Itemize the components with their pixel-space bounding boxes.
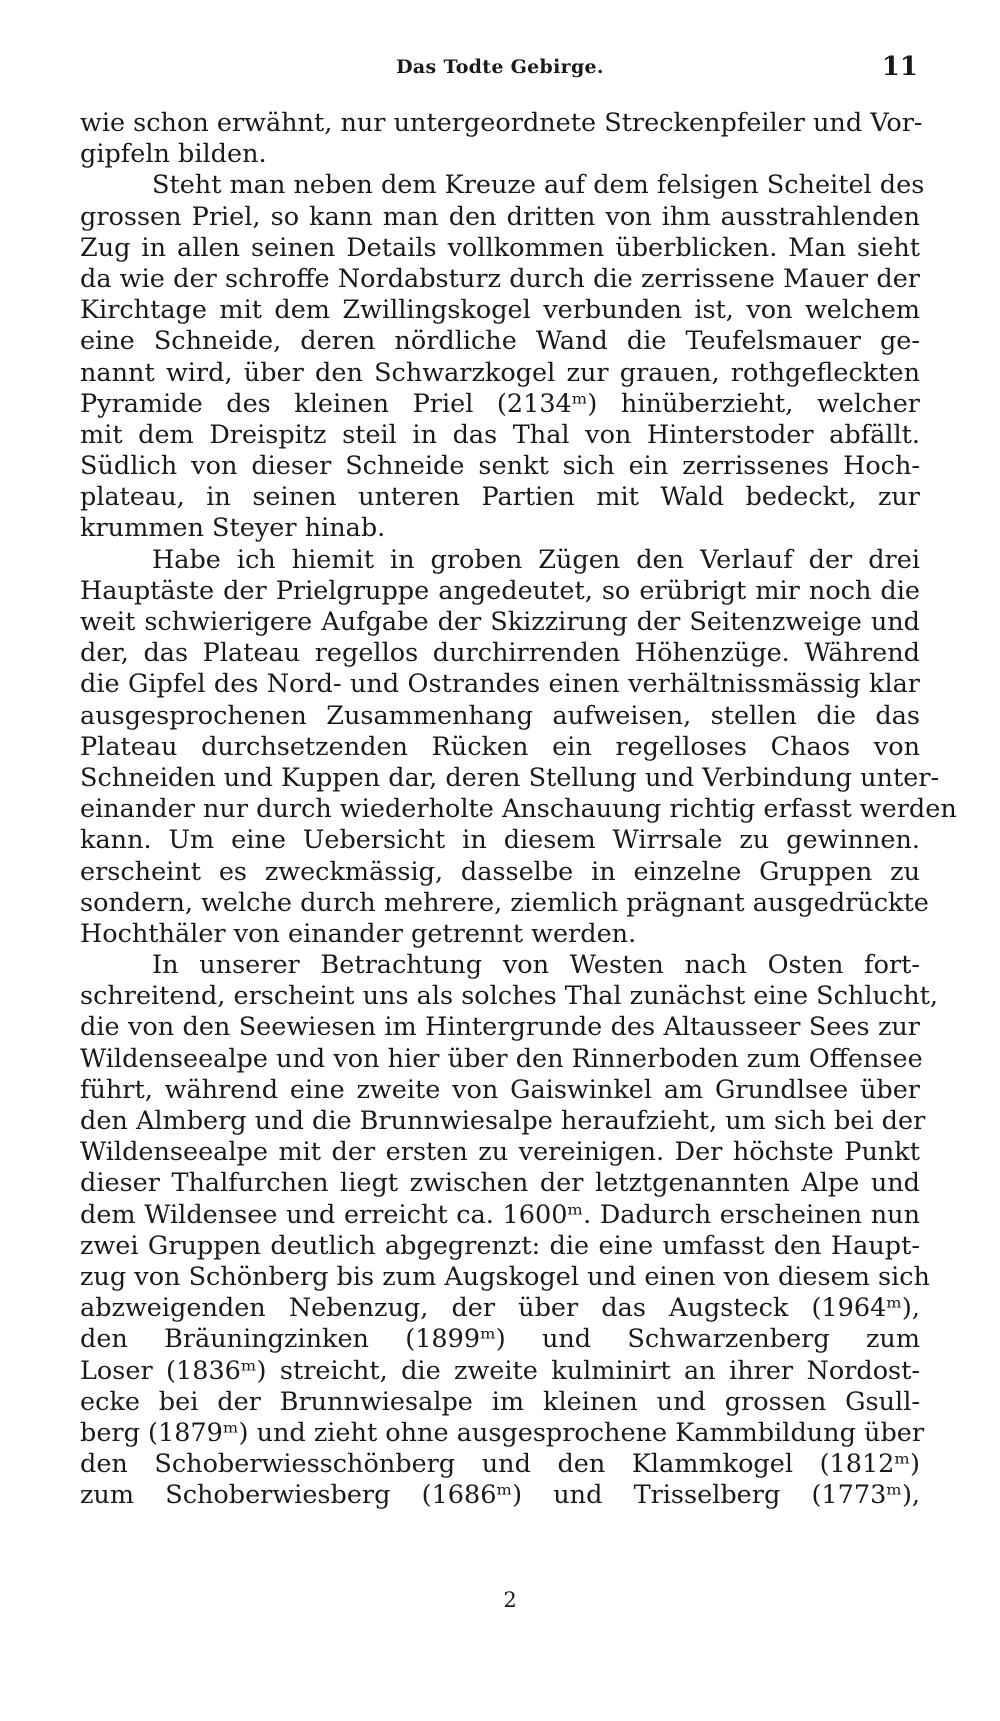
text-line: Wildenseealpe und von hier über den Rinnerboden zum Offensee bbox=[80, 1043, 923, 1074]
text-line: erscheint es zweckmässig, dasselbe in einzelne Gruppen zu bbox=[80, 856, 920, 887]
page-number: 11 bbox=[881, 52, 918, 82]
text-line: Steht man neben dem Kreuze auf dem felsigen Scheitel des bbox=[152, 170, 925, 201]
text-line: nannt wird, über den Schwarzkogel zur grauen, rothgefleckten bbox=[80, 357, 920, 388]
text-line: den Almberg und die Brunnwiesalpe heraufzieht, um sich bei der bbox=[80, 1106, 926, 1136]
text-line: den Schoberwiesschönberg und den Klammkogel (1812ᵐ) bbox=[80, 1449, 920, 1480]
text-line: krummen Steyer hinab. bbox=[80, 513, 386, 544]
text-line: Hauptäste der Prielgruppe angedeutet, so erübrigt mir noch die bbox=[80, 575, 920, 606]
text-line: Habe ich hiemit in groben Zügen den Verlauf der drei bbox=[152, 544, 920, 575]
text-line: den Bräuningzinken (1899ᵐ) und Schwarzenberg zum bbox=[80, 1324, 920, 1355]
text-line: sondern, welche durch mehrere, ziemlich prägnant ausgedrückte bbox=[80, 887, 929, 918]
text-line: Kirchtage mit dem Zwillingskogel verbunden ist, von welchem bbox=[80, 295, 920, 326]
text-line: der, das Plateau regellos durchirrenden Höhenzüge. Während bbox=[80, 638, 920, 669]
text-line: abzweigenden Nebenzug, der über das Augsteck (1964ᵐ), bbox=[80, 1293, 920, 1324]
text-line: Schneiden und Kuppen dar, deren Stellung und Verbindung unter- bbox=[80, 762, 940, 793]
text-line: wie schon erwähnt, nur untergeordnete Streckenpfeiler und Vor- bbox=[80, 108, 923, 138]
text-line: weit schwierigere Aufgabe der Skizzirung der Seitenzweige und bbox=[80, 607, 920, 637]
signature-mark: 2 bbox=[503, 1588, 517, 1612]
text-line: gipfeln bilden. bbox=[80, 139, 267, 170]
text-line: zum Schoberwiesberg (1686ᵐ) und Trisselberg (1773ᵐ), bbox=[80, 1480, 920, 1511]
text-line: grossen Priel, so kann man den dritten von ihm ausstrahlenden bbox=[80, 201, 920, 232]
text-line: Wildenseealpe mit der ersten zu vereinigen. Der höchste Punkt bbox=[80, 1137, 920, 1168]
text-line: ausgesprochenen Zusammenhang aufweisen, stellen die das bbox=[80, 700, 920, 731]
text-line: zwei Gruppen deutlich abgegrenzt: die eine umfasst den Haupt- bbox=[80, 1230, 920, 1261]
text-line: mit dem Dreispitz steil in das Thal von Hinterstoder abfällt. bbox=[80, 419, 920, 450]
text-line: dem Wildensee und erreicht ca. 1600ᵐ. Dadurch erscheinen nun bbox=[80, 1199, 920, 1230]
body-text bbox=[80, 108, 957, 1511]
running-head bbox=[80, 52, 920, 86]
text-line: die Gipfel des Nord- und Ostrandes einen verhältnissmässig klar bbox=[80, 669, 920, 700]
text-line: Zug in allen seinen Details vollkommen überblicken. Man sieht bbox=[80, 232, 920, 263]
text-line: die von den Seewiesen im Hintergrunde des Altausseer Sees zur bbox=[80, 1012, 920, 1043]
text-line: Hochthäler von einander getrennt werden. bbox=[80, 918, 637, 949]
text-line: schreitend, erscheint uns als solches Thal zunächst eine Schlucht, bbox=[80, 981, 938, 1012]
text-line: Pyramide des kleinen Priel (2134ᵐ) hinüberzieht, welcher bbox=[80, 388, 920, 419]
running-title: Das Todte Gebirge. bbox=[396, 56, 604, 78]
text-line: ecke bei der Brunnwiesalpe im kleinen und grossen Gsull- bbox=[80, 1386, 920, 1417]
text-line: zug von Schönberg bis zum Augskogel und einen von diesem sich bbox=[80, 1261, 930, 1292]
text-line: kann. Um eine Uebersicht in diesem Wirrsale zu gewinnen. bbox=[80, 825, 920, 856]
text-line: berg (1879ᵐ) und zieht ohne ausgesprochene Kammbildung über bbox=[80, 1417, 925, 1448]
text-line: dieser Thalfurchen liegt zwischen der letztgenannten Alpe und bbox=[80, 1168, 920, 1199]
text-line: eine Schneide, deren nördliche Wand die Teufelsmauer ge- bbox=[80, 326, 920, 357]
text-line: plateau, in seinen unteren Partien mit Wald bedeckt, zur bbox=[80, 482, 920, 513]
text-line: führt, während eine zweite von Gaiswinkel am Grundlsee über bbox=[80, 1074, 920, 1105]
text-line: Loser (1836ᵐ) streicht, die zweite kulminirt an ihrer Nordost- bbox=[80, 1355, 920, 1386]
text-line: Südlich von dieser Schneide senkt sich ein zerrissenes Hoch- bbox=[80, 451, 920, 482]
text-line: In unserer Betrachtung von Westen nach Osten fort- bbox=[152, 950, 920, 981]
text-line: da wie der schroffe Nordabsturz durch die zerrissene Mauer der bbox=[80, 263, 920, 294]
text-line: einander nur durch wiederholte Anschauung richtig erfasst werden bbox=[80, 794, 957, 825]
text-line: Plateau durchsetzenden Rücken ein regelloses Chaos von bbox=[80, 731, 920, 762]
